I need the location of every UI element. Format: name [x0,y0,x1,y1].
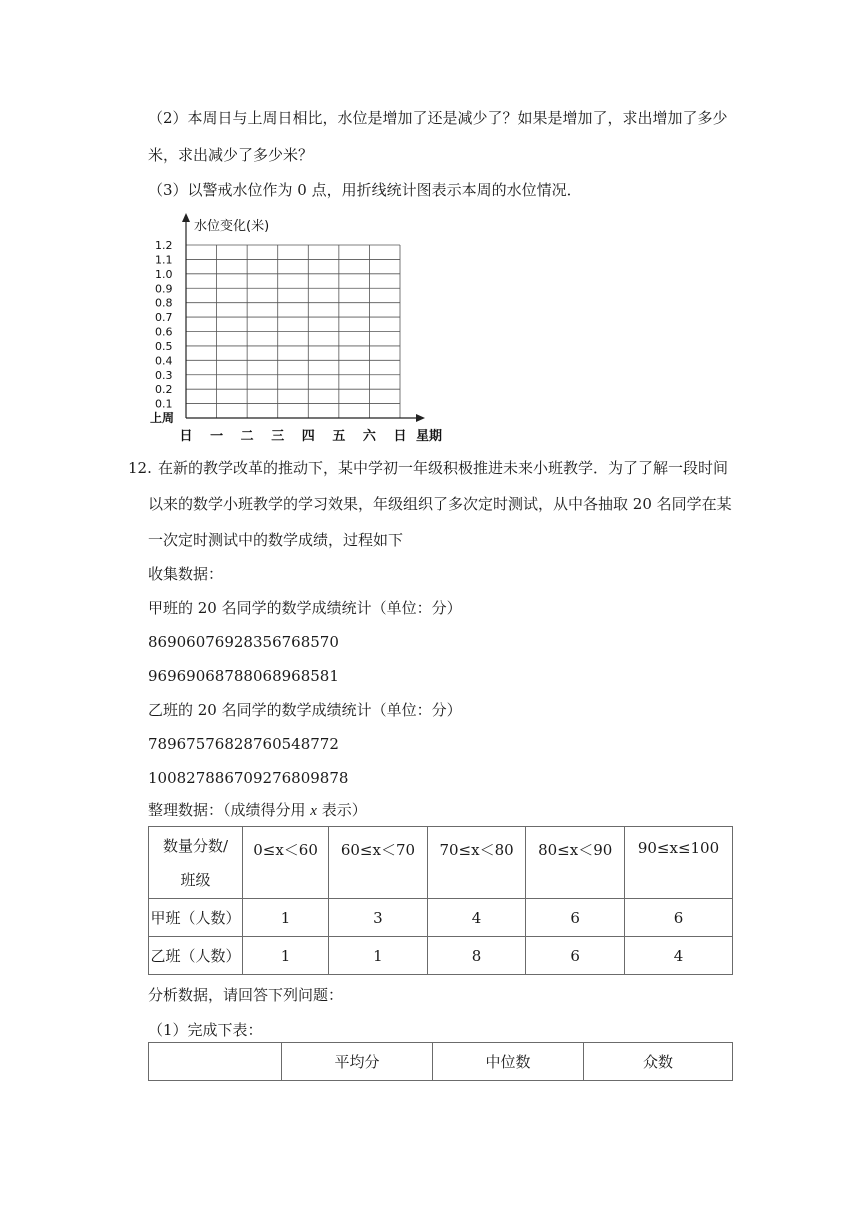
y-tick-label: 0.2 [155,383,173,397]
y-tick-label: 0.5 [155,339,173,353]
table-cell: 3 [329,899,428,937]
q12-number: 12. [128,459,152,477]
table-cell: 6 [526,899,625,937]
column-header: 70≤x＜80 [427,827,526,899]
header-corner-line1: 数量分数/ [162,836,229,855]
header-corner-line2: 班级 [180,870,211,889]
table-cell: 1 [243,937,329,975]
x-tick-label: 一 [210,429,224,444]
y-axis-label: 水位变化(米) [194,219,270,234]
column-header: 80≤x＜90 [526,827,625,899]
organize-label [148,800,367,821]
y-tick-label: 0.7 [155,311,173,325]
class-a-row2: 96969068788068968581 [148,667,339,685]
q12-part1: （1）完成下表： [148,1021,263,1039]
class-a-row1: 86906076928356768570 [148,633,339,651]
y-tick-label: 0.9 [155,282,173,296]
y-tick-label: 0.3 [155,368,173,382]
x-tick-label: 四 [301,429,315,444]
q12-intro-line3: 一次定时测试中的数学成绩，过程如下 [148,531,404,549]
x-tick-label: 日 [393,429,407,444]
x-tick-label: 三 [271,429,285,444]
column-header: 90≤x≤100 [625,827,733,899]
y-tick-label: 1.1 [155,253,173,267]
x-axis-label: 星期 [416,429,443,444]
organize-var: x [310,803,317,819]
y-tick-label: 1.2 [155,239,173,252]
q11-part2-line2: 米，求出减少了多少米？ [148,146,314,164]
x-tick-label: 五 [332,429,346,444]
table-cell: 8 [427,937,526,975]
x-tick-label: 二 [240,429,254,444]
x-tick-label: 日 [179,429,193,444]
table-cell: 4 [427,899,526,937]
column-header: 0≤x＜60 [243,827,329,899]
stats-header-blank [149,1043,282,1081]
table-cell: 6 [526,937,625,975]
class-b-title: 乙班的 20 名同学的数学成绩统计（单位：分） [148,701,462,719]
column-header: 60≤x＜70 [329,827,428,899]
y-axis-arrow [182,213,190,222]
origin-label: 上周 [150,411,175,425]
row-label: 甲班（人数） [149,899,243,937]
y-tick-label: 0.6 [155,325,173,339]
frequency-table [148,826,733,975]
table-cell: 4 [625,937,733,975]
y-tick-label: 0.1 [155,397,173,411]
y-tick-label: 0.8 [155,296,173,310]
organize-prefix: 整理数据：（成绩得分用 [148,801,311,819]
statistics-table [148,1042,733,1081]
y-tick-label: 1.0 [155,267,173,281]
x-axis-arrow [416,414,425,422]
q12-intro-line2: 以来的数学小班教学的学习效果，年级组织了多次定时测试，从中各抽取 20 名同学在某 [148,495,732,513]
table-cell: 1 [243,899,329,937]
q11-part2-line1: （2）本周日与上周日相比，水位是增加了还是减少了？如果是增加了，求出增加了多少 [148,109,728,127]
collect-label: 收集数据： [148,565,224,583]
header-corner [149,827,243,899]
q11-part3: （3）以警戒水位作为 0 点，用折线统计图表示本周的水位情况． [148,181,582,199]
y-tick-label: 0.4 [155,354,173,368]
stats-header-mode: 众数 [584,1043,733,1081]
table-row [149,937,733,975]
analyze-label: 分析数据，请回答下列问题： [148,986,344,1004]
stats-header-mean: 平均分 [282,1043,433,1081]
q12-intro-line1: 在新的教学改革的推动下，某中学初一年级积极推进未来小班教学．为了了解一段时间 [158,459,729,477]
table-row [149,899,733,937]
frequency-table-header [149,827,733,899]
x-tick-label: 六 [362,429,376,444]
class-a-title: 甲班的 20 名同学的数学成绩统计（单位：分） [148,599,462,617]
table-cell: 1 [329,937,428,975]
organize-suffix: 表示） [316,801,367,819]
statistics-table-header [149,1043,733,1081]
stats-header-median: 中位数 [433,1043,584,1081]
water-level-chart [140,210,460,450]
class-b-row1: 78967576828760548772 [148,735,339,753]
table-cell: 6 [625,899,733,937]
water-level-chart-svg [140,210,460,450]
row-label: 乙班（人数） [149,937,243,975]
class-b-row2: 100827886709276809878 [148,769,349,787]
